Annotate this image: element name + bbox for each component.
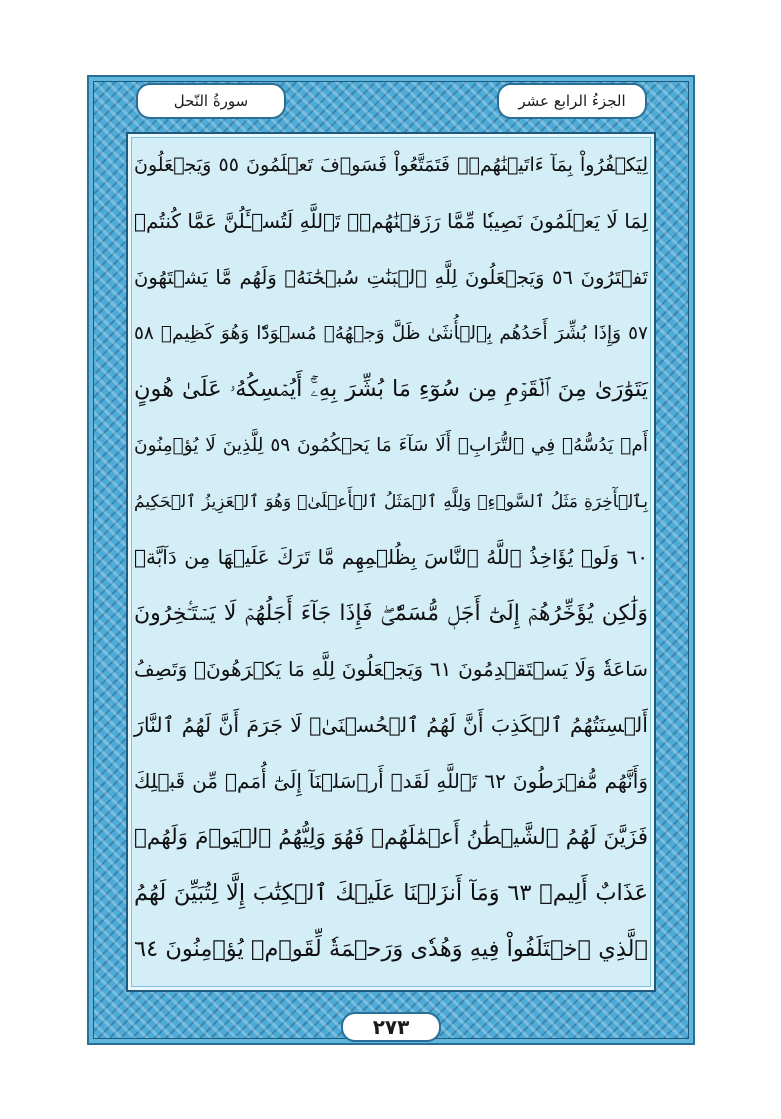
verse-line-13: فَزَيَّنَ لَهُمُ ٱلشَّيۡطَٰنُ أَعۡمَٰلَهُمۡ فَهُوَ وَلِيُّهُمُ ٱلۡيَوۡمَ وَلَهُمۡ	[134, 824, 648, 850]
verse-line-3: تَفۡتَرُونَ ٥٦ وَيَجۡعَلُونَ لِلَّهِ ٱلۡبَنَٰتِ سُبۡحَٰنَهُۥ وَلَهُم مَّا يَشۡتَهُونَ	[134, 265, 648, 289]
verse-line-11: أَلۡسِنَتُهُمُ ٱلۡكَذِبَ أَنَّ لَهُمُ ٱلۡحُسۡنَىٰۚ لَا جَرَمَ أَنَّ لَهُمُ ٱلنَّارَ	[134, 713, 648, 737]
surah-name-label: سورةُ النّحل	[136, 83, 286, 119]
verse-line-8: ٦٠ وَلَوۡ يُؤَاخِذُ ٱللَّهُ ٱلنَّاسَ بِظُلۡمِهِم مَّا تَرَكَ عَلَيۡهَا مِن دَآبَّةٖ	[134, 545, 648, 569]
verse-line-9: وَلَٰكِن يُؤَخِّرُهُمۡ إِلَىٰٓ أَجَلٖ مُّسَمّٗىۖ فَإِذَا جَآءَ أَجَلُهُمۡ لَا يَسۡتَـٔۡخِرُونَ	[134, 600, 648, 626]
verse-line-4: ٥٧ وَإِذَا بُشِّرَ أَحَدُهُم بِٱلۡأُنثَىٰ ظَلَّ وَجۡهُهُۥ مُسۡوَدّٗا وَهُوَ كَظِيمٞ ٥٨	[134, 322, 648, 344]
page-number: ٢٧٣	[341, 1012, 441, 1042]
verse-line-1: لِيَكۡفُرُواْ بِمَآ ءَاتَيۡنَٰهُمۡۚ فَتَمَتَّعُواْ فَسَوۡفَ تَعۡلَمُونَ ٥٥ وَيَجۡعَلُونَ	[134, 154, 648, 176]
verse-line-6: أَمۡ يَدُسُّهُۥ فِي ٱلتُّرَابِۗ أَلَا سَآءَ مَا يَحۡكُمُونَ ٥٩ لِلَّذِينَ لَا يُؤۡمِنُونَ	[134, 434, 648, 456]
verse-line-12: وَأَنَّهُم مُّفۡرَطُونَ ٦٢ تَٱللَّهِ لَقَدۡ أَرۡسَلۡنَآ إِلَىٰٓ أُمَمٖ مِّن قَبۡلِكَ	[134, 769, 648, 793]
verse-line-14: عَذَابٌ أَلِيمٞ ٦٣ وَمَآ أَنزَلۡنَا عَلَيۡكَ ٱلۡكِتَٰبَ إِلَّا لِتُبَيِّنَ لَهُمُ	[134, 880, 648, 906]
verse-line-2: لِمَا لَا يَعۡلَمُونَ نَصِيبٗا مِّمَّا رَزَقۡنَٰهُمۡۗ تَٱللَّهِ لَتُسۡـَٔلُنَّ عَمَّا كُنتُمۡ	[134, 209, 648, 233]
verse-line-10: سَاعَةٗ وَلَا يَسۡتَقۡدِمُونَ ٦١ وَيَجۡعَلُونَ لِلَّهِ مَا يَكۡرَهُونَۚ وَتَصِفُ	[134, 657, 648, 681]
juz-label: الجزءُ الرابع عشر	[497, 83, 647, 119]
quran-text	[134, 140, 648, 986]
verse-line-5: يَتَوَٰرَىٰ مِنَ ٱلۡقَوۡمِ مِن سُوٓءِ مَا بُشِّرَ بِهِۦٓۚ أَيُمۡسِكُهُۥ عَلَىٰ هُونٍ	[134, 376, 648, 402]
verse-line-7: بِٱلۡأٓخِرَةِ مَثَلُ ٱلسَّوۡءِۖ وَلِلَّهِ ٱلۡمَثَلُ ٱلۡأَعۡلَىٰۚ وَهُوَ ٱلۡعَزِيزُ ٱلۡحَكِيمُ	[134, 491, 648, 512]
verse-line-15: ٱلَّذِي ٱخۡتَلَفُواْ فِيهِ وَهُدٗى وَرَحۡمَةٗ لِّقَوۡمٖ يُؤۡمِنُونَ ٦٤	[134, 936, 648, 962]
